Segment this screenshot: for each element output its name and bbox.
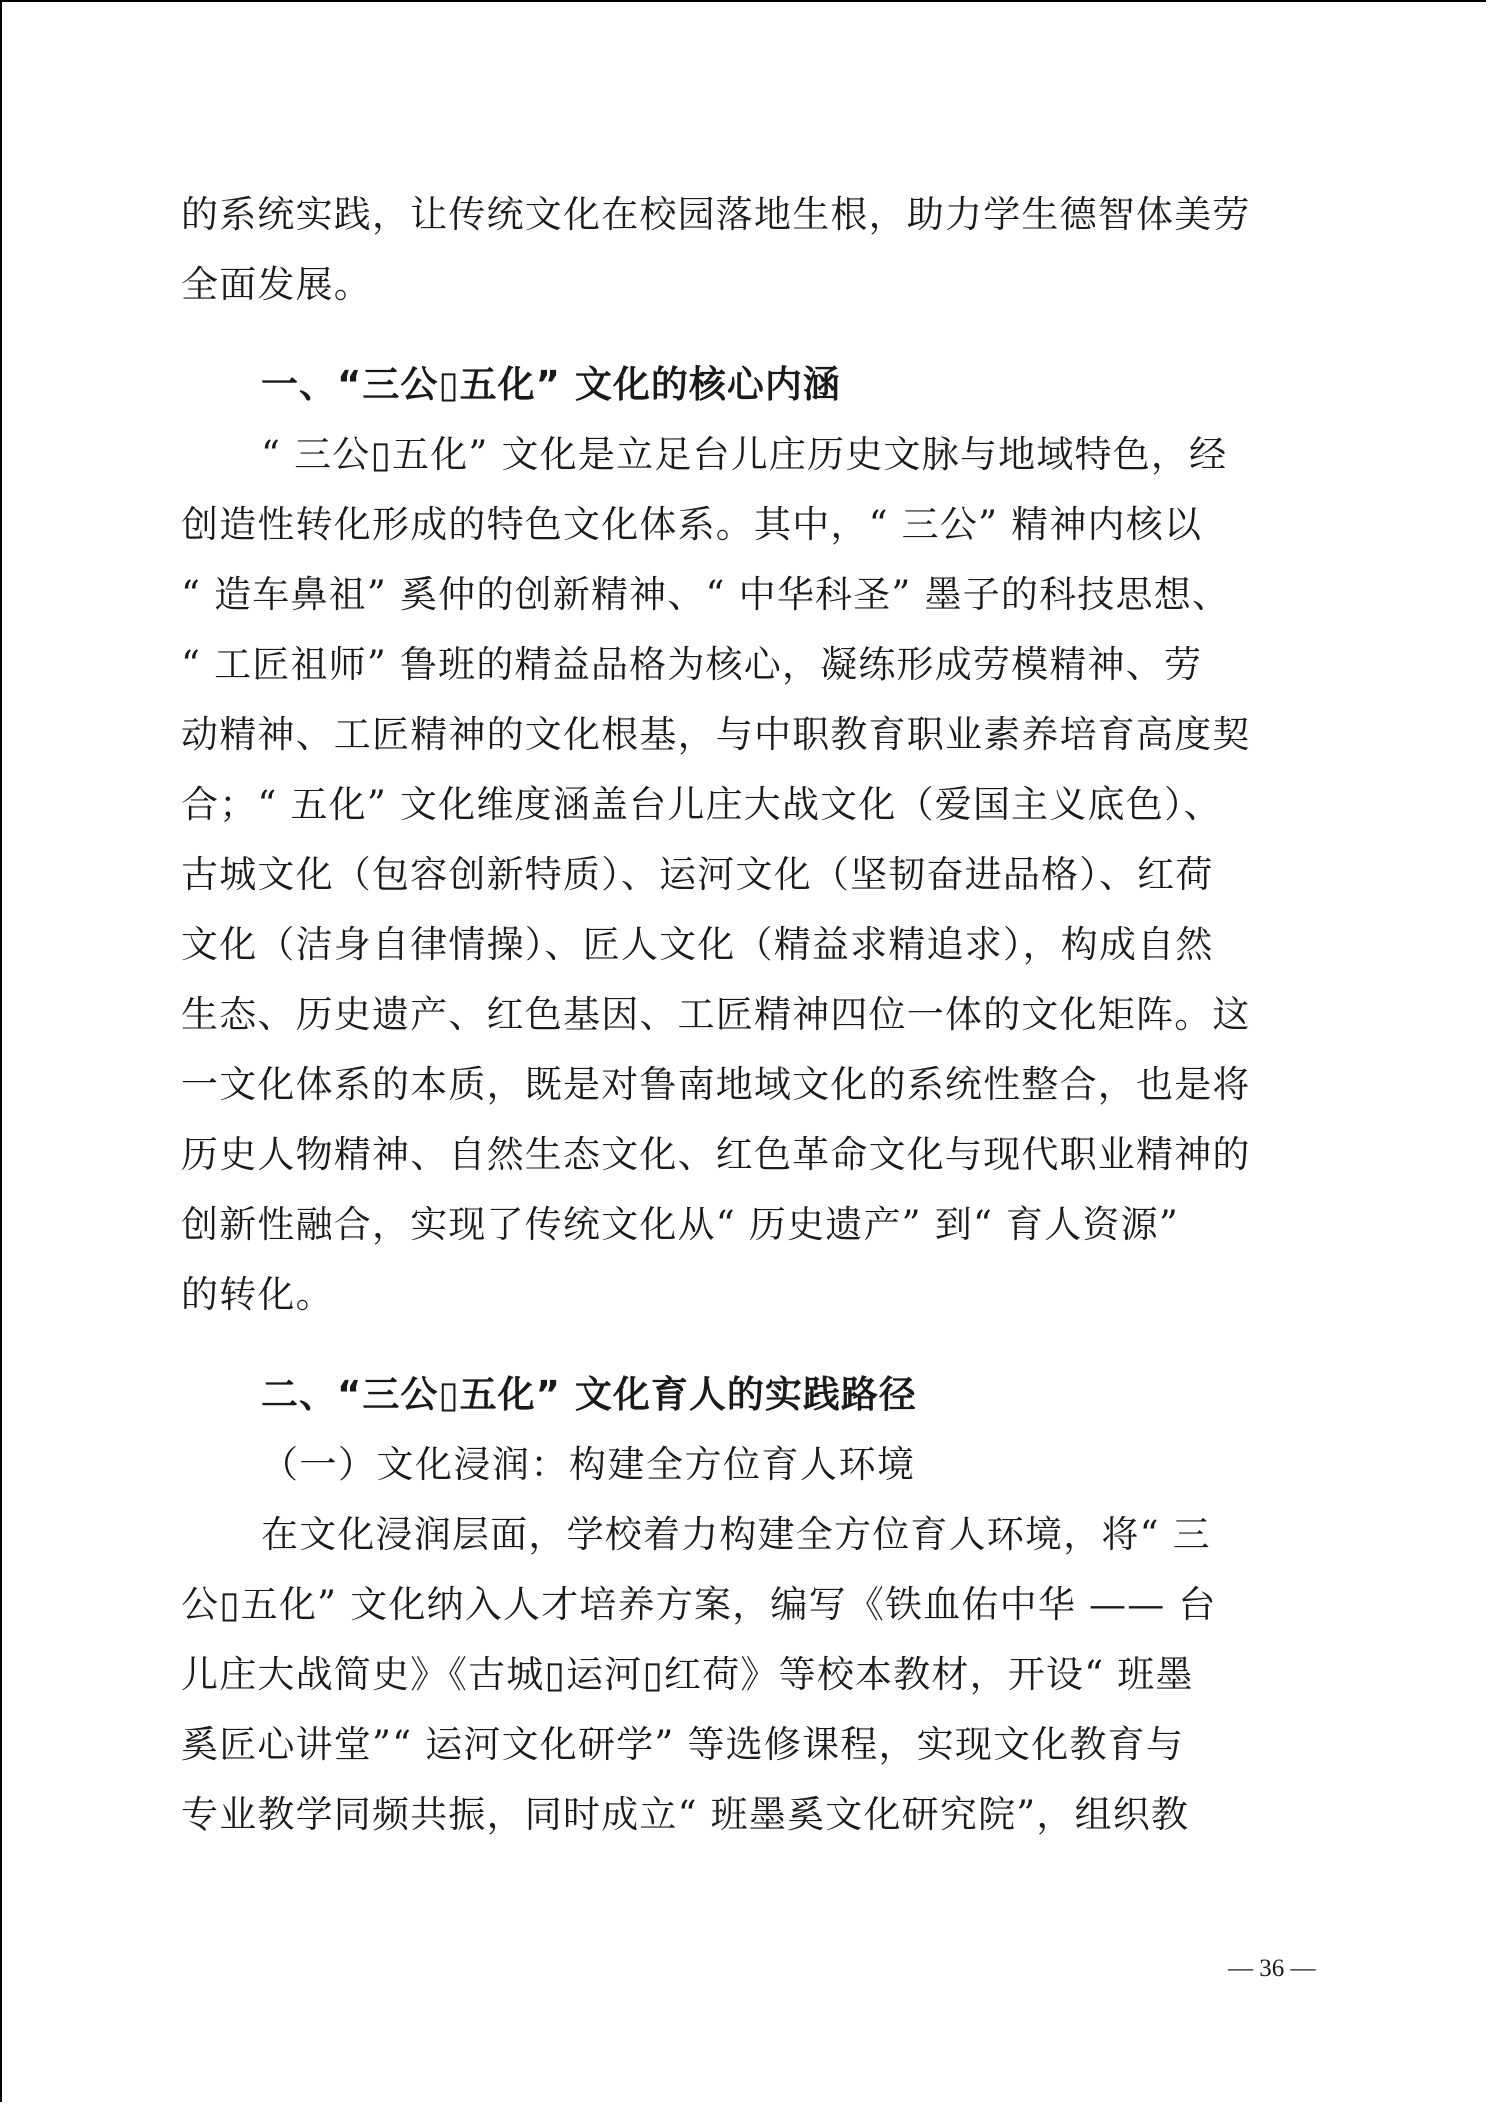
paragraph-line: “ 三公▯五化” 文化是立足台儿庄历史文脉与地域特色，经 (261, 433, 1228, 476)
document-body (181, 180, 1341, 1850)
paragraph-line: 的转化。 (181, 1273, 334, 1316)
paragraph-line: 奚匠心讲堂”“ 运河文化研学” 等选修课程，实现文化教育与 (181, 1723, 1185, 1766)
paragraph-line: 生态、历史遗产、红色基因、工匠精神四位一体的文化矩阵。这 (181, 993, 1251, 1036)
paragraph-line: 历史人物精神、自然生态文化、红色革命文化与现代职业精神的 (181, 1133, 1251, 1176)
paragraph-line: “ 工匠祖师” 鲁班的精益品格为核心，凝练形成劳模精神、劳 (181, 643, 1203, 686)
page-number: — 36 — (1228, 1955, 1316, 1982)
paragraph-line: 公▯五化” 文化纳入人才培养方案，编写《铁血佑中华 —— 台 (181, 1583, 1217, 1626)
paragraph-line: 合；“ 五化” 文化维度涵盖台儿庄大战文化（爱国主义底色）、 (181, 783, 1222, 826)
paragraph-line: 的系统实践，让传统文化在校园落地生根，助力学生德智体美劳 (181, 193, 1251, 236)
paragraph-line: 古城文化（包容创新特质）、运河文化（坚韧奋进品格）、红荷 (181, 853, 1214, 896)
subsection-heading: （一）文化浸润：构建全方位育人环境 (261, 1443, 916, 1486)
paragraph-line: 儿庄大战简史》《古城▯运河▯红荷》等校本教材，开设“ 班墨 (181, 1653, 1194, 1696)
paragraph-line: 一文化体系的本质，既是对鲁南地域文化的系统性整合，也是将 (181, 1063, 1251, 1106)
paragraph-line: 创新性融合，实现了传统文化从“ 历史遗产” 到“ 育人资源” (181, 1203, 1179, 1246)
section-heading: 一、“三公▯五化” 文化的核心内涵 (261, 363, 841, 406)
section-heading: 二、“三公▯五化” 文化育人的实践路径 (261, 1373, 917, 1416)
paragraph-line: 专业教学同频共振，同时成立“ 班墨奚文化研究院”，组织教 (181, 1793, 1190, 1836)
paragraph-line: 创造性转化形成的特色文化体系。其中，“ 三公” 精神内核以 (181, 503, 1203, 546)
paragraph-line: 动精神、工匠精神的文化根基，与中职教育职业素养培育高度契 (181, 713, 1251, 756)
paragraph-line: 全面发展。 (181, 263, 372, 306)
paragraph-line: “ 造车鼻祖” 奚仲的创新精神、“ 中华科圣” 墨子的科技思想、 (181, 573, 1231, 616)
paragraph-line: 文化（洁身自律情操）、匠人文化（精益求精追求），构成自然 (181, 923, 1214, 966)
paragraph-line: 在文化浸润层面，学校着力构建全方位育人环境，将“ 三 (261, 1513, 1211, 1556)
